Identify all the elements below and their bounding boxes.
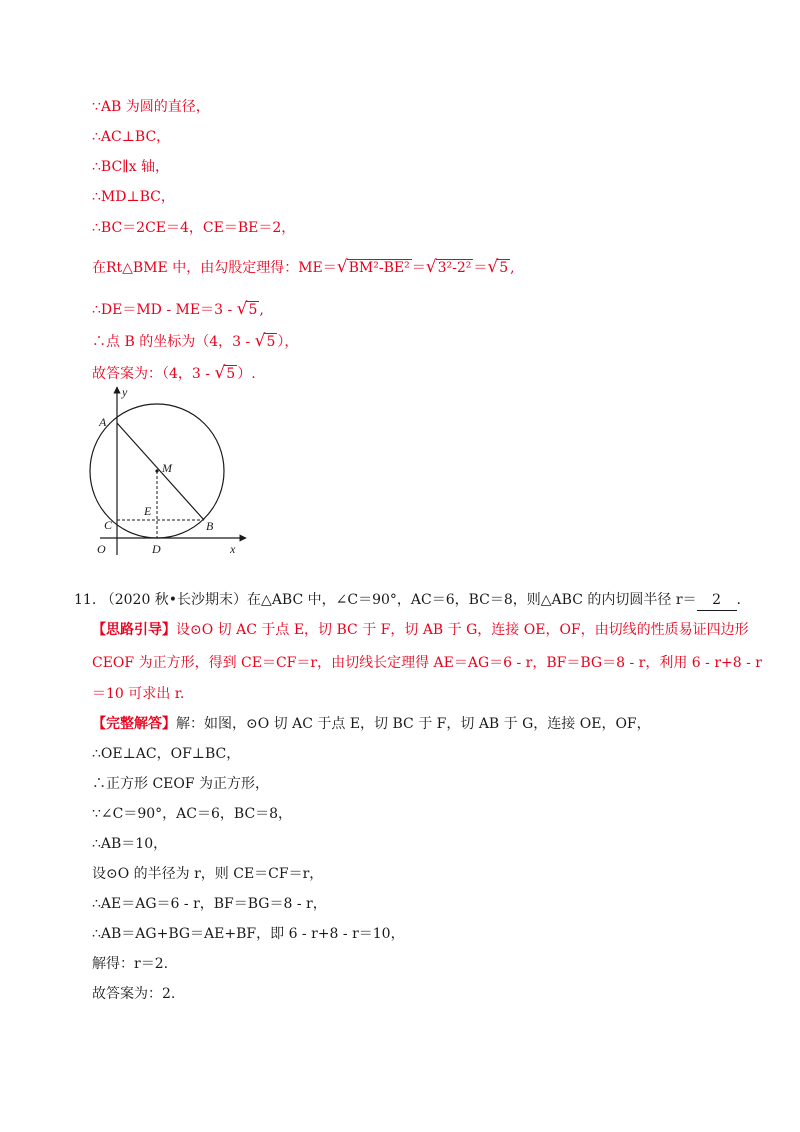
solution-line-8 <box>92 331 298 352</box>
solution-line-4: ∴MD⊥BC， <box>92 189 175 205</box>
line-end: ）， <box>277 334 299 350</box>
hint-line-1 <box>92 620 749 640</box>
solution-11-line-9: 解得：r＝2. <box>92 956 169 972</box>
solution-tag: 【完整解答】 <box>92 716 176 732</box>
solution-11-line-1 <box>92 714 651 734</box>
line-end: ）. <box>237 366 256 382</box>
solution-11-line-3: ∴正方形 CEOF 为正方形， <box>92 776 270 792</box>
point-m <box>155 469 158 472</box>
radicand-bm-be: BM²-BE² <box>348 260 410 276</box>
coordinate-text: ∴点 B 的坐标为（4，3 - <box>92 334 255 350</box>
radical-sign: √ <box>487 257 499 277</box>
segment-ab <box>117 423 204 520</box>
label-m: M <box>162 461 172 475</box>
solution-11-line-7: ∴AE＝AG＝6 - r，BF＝BG＝8 - r， <box>92 896 327 912</box>
radicand-5: 5 <box>499 260 509 276</box>
solution-11-line-6: 设⊙O 的半径为 r，则 CE＝CF＝r， <box>92 866 324 882</box>
solution-text: 解：如图，⊙O 切 AC 于点 E，切 BC 于 F，切 AB 于 G，连接 OE，OF， <box>176 716 651 732</box>
solution-line-6 <box>92 257 515 278</box>
solution-line-9 <box>92 363 256 384</box>
radicand-5: 5 <box>248 302 258 318</box>
equals-sign: ＝ <box>473 260 488 276</box>
de-text: ∴DE＝MD - ME＝3 - <box>92 302 237 318</box>
radical-sign: √ <box>236 299 248 319</box>
equals-sign: ＝ <box>411 260 426 276</box>
solution-11-line-4: ∵∠C＝90°，AC＝6，BC＝8， <box>92 806 293 822</box>
radicand-5: 5 <box>266 334 276 350</box>
label-a: A <box>99 415 107 429</box>
radical-sign: √ <box>214 363 226 383</box>
problem-number: 11. <box>74 592 97 608</box>
label-o: O <box>97 542 106 556</box>
hint-tag: 【思路引导】 <box>92 622 176 638</box>
radicand-3-2: 3²-2² <box>437 260 472 276</box>
solution-line-7 <box>92 299 264 320</box>
pythagoras-text: 在Rt△BME 中，由勾股定理得：ME＝ <box>92 260 337 276</box>
radicand-5: 5 <box>226 366 236 382</box>
label-y: y <box>122 385 128 399</box>
problem-11-statement <box>74 590 741 611</box>
solution-11-line-10: 故答案为：2. <box>92 986 176 1002</box>
hint-text: 设⊙O 切 AC 于点 E，切 BC 于 F，切 AB 于 G，连接 OE，OF，由切线的性质易证四边形 <box>176 622 749 638</box>
solution-11-line-5: ∴AB＝10， <box>92 836 168 852</box>
radical-sign: √ <box>425 257 437 277</box>
hint-line-2: CEOF 为正方形，得到 CE＝CF＝r，由切线长定理得 AE＝AG＝6 - r，BF＝BG＝8 - r，利用 6 - r+8 - r <box>92 655 762 671</box>
answer-text: 故答案为：（4，3 - <box>92 366 215 382</box>
circle-geometry-figure <box>86 383 256 563</box>
answer-blank: 2 <box>697 590 737 611</box>
label-c: C <box>104 518 113 532</box>
solution-line-5: ∴BC＝2CE＝4，CE＝BE＝2， <box>92 220 296 236</box>
label-b: B <box>206 519 214 533</box>
problem-end: . <box>736 592 741 608</box>
label-d: D <box>152 542 161 556</box>
radical-sign: √ <box>254 331 266 351</box>
label-e: E <box>144 504 152 518</box>
solution-line-3: ∴BC∥x 轴， <box>92 159 169 175</box>
hint-line-3: ＝10 可求出 r. <box>92 686 185 702</box>
solution-line-2: ∴AC⊥BC， <box>92 129 171 145</box>
radical-sign: √ <box>336 257 348 277</box>
solution-11-line-8: ∴AB＝AG+BG＝AE+BF，即 6 - r+8 - r＝10， <box>92 926 405 942</box>
problem-text: （2020 秋•长沙期末）在△ABC 中，∠C＝90°，AC＝6，BC＝8，则△ABC 的内切圆半径 r＝ <box>100 592 697 608</box>
solution-line-1: ∵AB 为圆的直径， <box>92 99 210 115</box>
line-end: , <box>510 260 515 276</box>
label-x: x <box>230 542 236 556</box>
line-end: , <box>259 302 264 318</box>
solution-11-line-2: ∴OE⊥AC，OF⊥BC， <box>92 746 241 762</box>
